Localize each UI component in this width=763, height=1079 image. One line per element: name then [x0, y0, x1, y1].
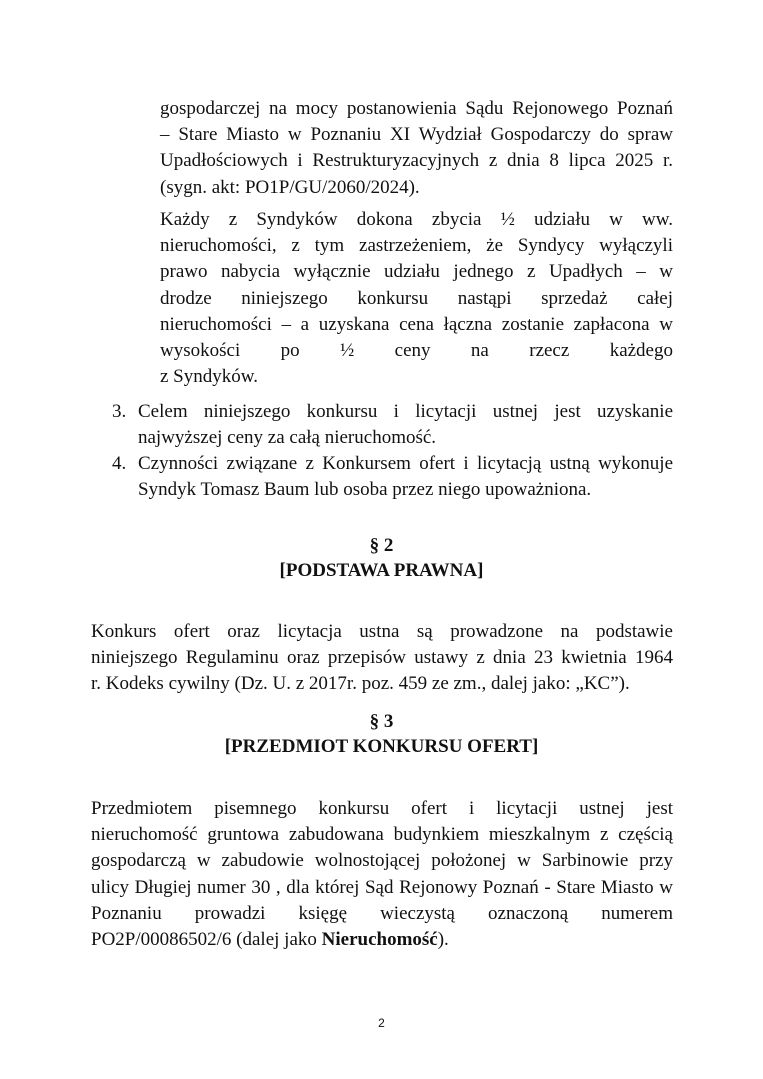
text-line: r. Kodeks cywilny (Dz. U. z 2017r. poz. 459 ze zm., dalej jako: „KC”). — [91, 673, 630, 695]
page-number: 2 — [378, 1016, 385, 1030]
text-line: – Stare Miasto w Poznaniu XI Wydział Gospodarczy do spraw — [160, 124, 673, 146]
text-fragment: PO2P/00086502/6 (dalej jako — [91, 928, 322, 950]
text-line: nieruchomości – a uzyskana cena łączna zostanie zapłacona w — [160, 313, 673, 335]
paragraph-syndics-share — [160, 207, 673, 390]
text-fragment: ). — [437, 928, 449, 950]
text-line: nieruchomości, z tym zastrzeżeniem, że Syndycy wyłączyli — [160, 235, 673, 257]
section-number: § 3 — [369, 711, 394, 732]
text-line: wysokości po ½ ceny na rzecz każdego — [160, 339, 673, 361]
text-line: (sygn. akt: PO1P/GU/2060/2024). — [160, 176, 420, 198]
text-line: Każdy z Syndyków dokona zbycia ½ udziału w ww. — [160, 209, 673, 230]
paragraph-continuation — [160, 96, 673, 201]
list-item-4 — [138, 451, 673, 503]
text-line: prawo nabycia wyłącznie udziału jednego z Upadłych – w — [160, 261, 673, 283]
text-line — [91, 927, 673, 953]
paragraph-subject — [91, 796, 673, 953]
text-line: Poznaniu prowadzi księgę wieczystą oznaczoną numerem — [91, 902, 673, 924]
text-line: Celem niniejszego konkursu i licytacji ustnej jest uzyskanie — [138, 401, 673, 422]
text-line: gospodarczej na mocy postanowienia Sądu Rejonowego Poznań — [160, 98, 673, 119]
list-number: 3. — [112, 401, 127, 422]
section-number: § 2 — [369, 535, 394, 556]
text-line: gospodarczą w zabudowie wolnostojącej położonej w Sarbinowie przy — [91, 850, 673, 872]
section-title: [PODSTAWA PRAWNA] — [279, 560, 484, 581]
text-line: drodze niniejszego konkursu nastąpi sprzedaż całej — [160, 287, 673, 309]
list-number: 4. — [112, 453, 127, 474]
text-line: Upadłościowych i Restrukturyzacyjnych z dnia 8 lipca 2025 r. — [160, 150, 673, 172]
text-line: nieruchomość gruntowa zabudowana budynkiem mieszkalnym z częścią — [91, 824, 673, 846]
text-line: ulicy Długiej numer 30 , dla której Sąd Rejonowy Poznań - Stare Miasto w — [91, 876, 673, 898]
text-line: niniejszego Regulaminu oraz przepisów ustawy z dnia 23 kwietnia 1964 — [91, 647, 673, 669]
text-line: Syndyk Tomasz Baum lub osoba przez niego upoważniona. — [138, 479, 592, 501]
text-line: z Syndyków. — [160, 366, 258, 388]
text-line: najwyższej ceny za całą nieruchomość. — [138, 427, 437, 449]
paragraph-legal-basis — [91, 619, 673, 698]
section-title: [PRZEDMIOT KONKURSU OFERT] — [224, 736, 539, 757]
text-line: Czynności związane z Konkursem ofert i licytacją ustną wykonuje — [138, 453, 673, 474]
text-line: Przedmiotem pisemnego konkursu ofert i licytacji ustnej jest — [91, 798, 673, 819]
text-line: Konkurs ofert oraz licytacja ustna są prowadzone na podstawie — [91, 621, 673, 642]
list-item-3 — [138, 399, 673, 451]
defined-term: Nieruchomość — [321, 928, 438, 950]
